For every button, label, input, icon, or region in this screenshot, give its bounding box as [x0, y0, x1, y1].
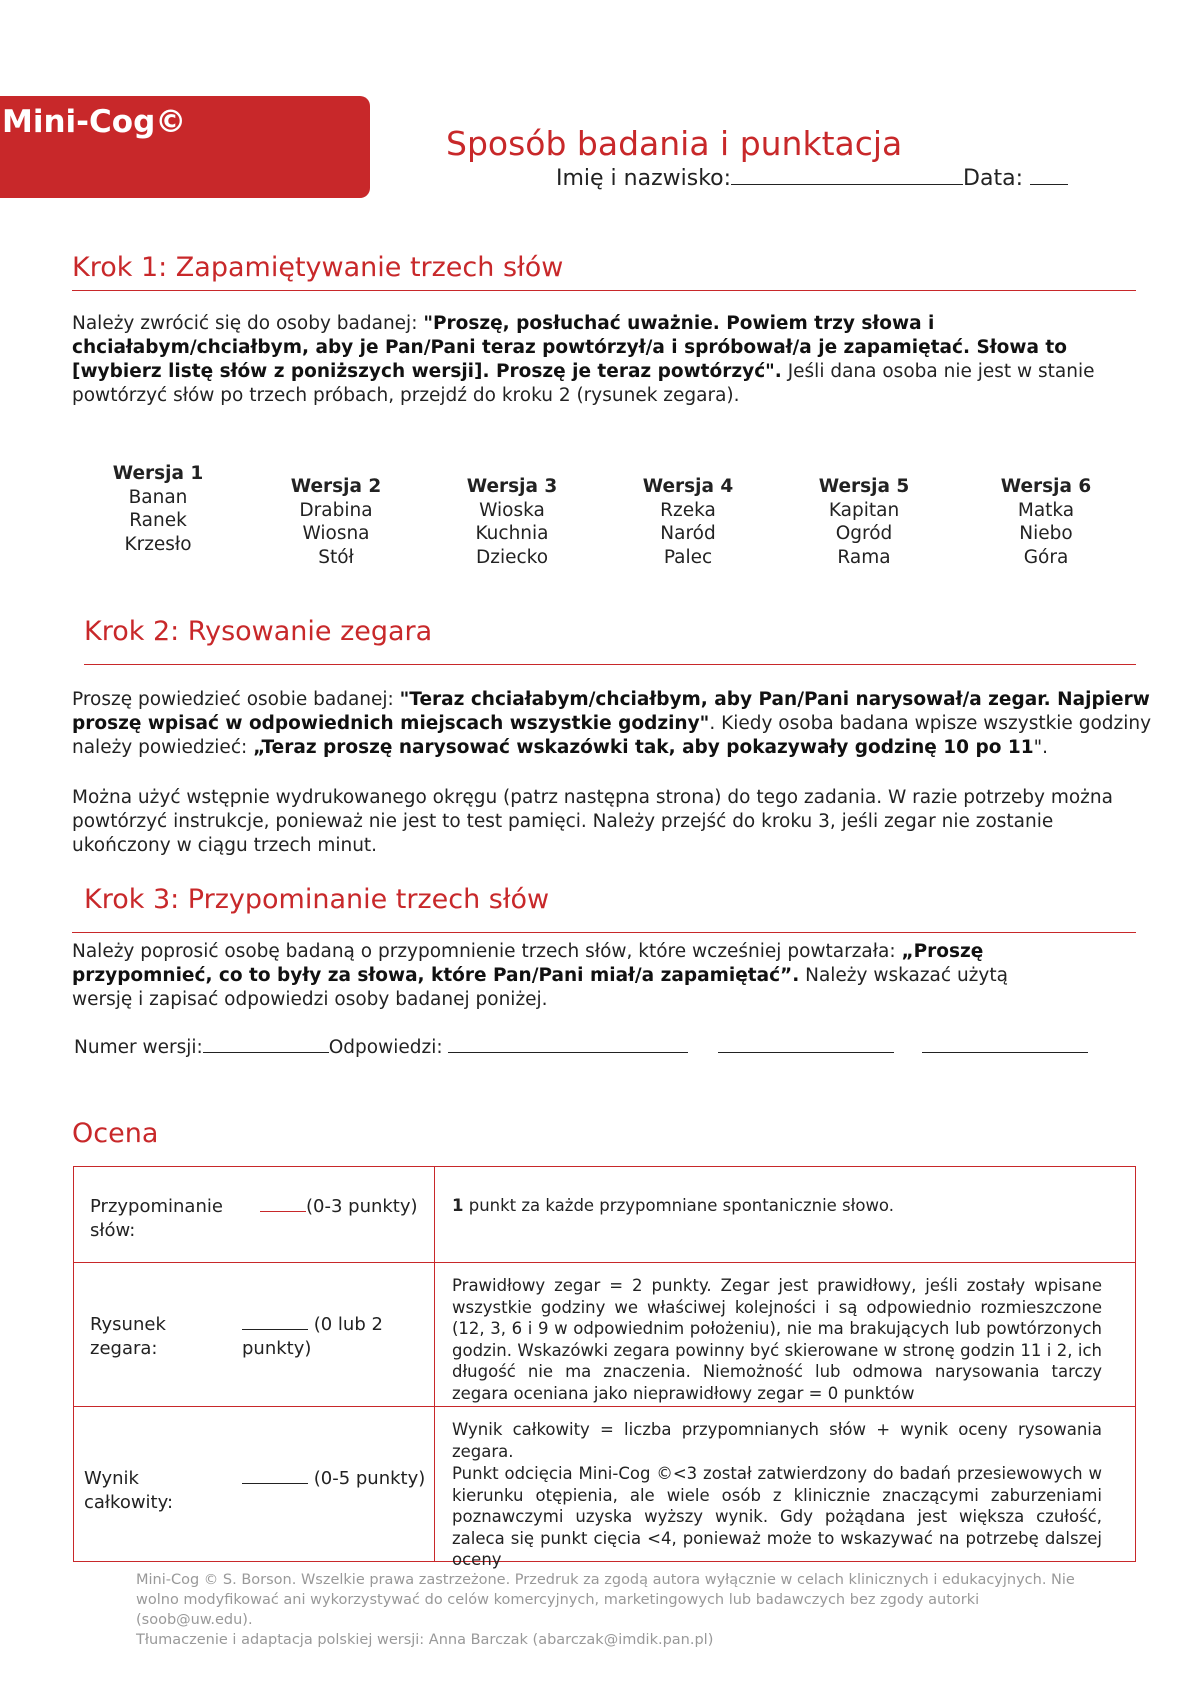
version-4: Wersja 4 Rzeka Naród Palec	[642, 476, 734, 568]
step2-heading: Krok 2: Rysowanie zegara	[84, 616, 433, 647]
clock-desc: Prawidłowy zegar = 2 punkty. Zegar jest prawidłowy, jeśli zostały wpisane wszystkie godziny we właściwej kolejności i są odpowiednio rozmieszczone (12, 3, 6 i 9 w odpowiednim położeniu), nie ma brakujących lub powtórzonych godzin. Wskazówki zegara powinny być skierowane w stronę godzin 11 i 2, ich długość nie ma znaczenia. Niemożność lub odmowa narysowania tarczy zegara oceniana jako nieprawidłowy zegar = 0 punktów	[452, 1276, 1102, 1403]
name-input-line[interactable]	[731, 166, 963, 185]
date-input-line[interactable]	[1030, 166, 1068, 185]
recall-points: (0-3 punkty)	[260, 1195, 418, 1219]
step1-instructions: Należy zwrócić się do osoby badanej: "Proszę, posłuchać uważnie. Powiem trzy słowa i chciałabym/chciałbym, aby je Pan/Pani teraz powtórzył/a i spróbował/a je zapamiętać. Słowa to [wybierz listę słów z poniższych wersji]. Proszę je teraz powtórzyć". Jeśli dana osoba nie jest w stanie powtórzyć słów po trzech próbach, przejdź do kroku 2 (rysunek zegara).	[72, 313, 1095, 406]
recall-label: Przypominanie słów:	[90, 1196, 223, 1241]
recall-desc: 1 punkt za każde przypomniane spontanicznie słowo.	[452, 1196, 894, 1215]
step2-rule	[84, 664, 1136, 665]
step3-instructions: Należy poprosić osobę badaną o przypomnienie trzech słów, które wcześniej powtarzała: „Proszę przypomnieć, co to były za słowa, które Pan/Pani miał/a zapamiętać”. Należy wskazać użytą wersję i zapisać odpowiedzi osoby badanej poniżej.	[72, 941, 1008, 1010]
answers-line	[74, 1036, 1088, 1058]
clock-score-input[interactable]	[242, 1313, 308, 1330]
answer-1-input[interactable]	[448, 1036, 688, 1053]
name-label: Imię i nazwisko:	[556, 166, 732, 191]
total-score-input[interactable]	[242, 1467, 308, 1484]
recall-score-input[interactable]	[260, 1195, 306, 1212]
clock-label: Rysunek zegara:	[90, 1314, 166, 1359]
score-row-total	[74, 1407, 1135, 1569]
version-5: Wersja 5 Kapitan Ogród Rama	[818, 476, 910, 568]
score-row-clock	[74, 1263, 1135, 1407]
total-label: Wynik całkowity:	[84, 1468, 174, 1513]
step2-notes: Można użyć wstępnie wydrukowanego okręgu (patrz następna strona) do tego zadania. W razie potrzeby można powtórzyć instrukcje, ponieważ nie jest to test pamięci. Należy przejść do kroku 3, jeśli zegar nie zostanie ukończony w ciągu trzech minut.	[72, 787, 1113, 856]
logo-text: Mini-Cog©	[2, 104, 187, 140]
total-desc: Wynik całkowity = liczba przypomnianych słów + wynik oceny rysowania zegara.	[452, 1420, 1102, 1461]
step2-instructions: Proszę powiedzieć osobie badanej: "Teraz chciałabym/chciałbym, aby Pan/Pani narysował/a zegar. Najpierw proszę wpisać w odpowiednich miejscach wszystkie godziny". Kiedy osoba badana wpisze wszystkie godziny należy powiedzieć: „Teraz proszę narysować wskazówki tak, aby pokazywały godzinę 10 po 11".	[72, 689, 1152, 758]
total-points: (0-5 punkty)	[242, 1467, 425, 1491]
footer-translation: Tłumaczenie i adaptacja polskiej wersji: Anna Barczak (abarczak@imdik.pan.pl)	[136, 1632, 714, 1648]
version-number-input[interactable]	[203, 1036, 329, 1053]
scoring-heading: Ocena	[72, 1118, 159, 1149]
answer-3-input[interactable]	[922, 1036, 1088, 1053]
version-number-label: Numer wersji:	[74, 1037, 203, 1058]
mini-cog-logo	[0, 96, 370, 198]
clock-points: (0 lub 2 punkty)	[242, 1314, 383, 1359]
step1-rule	[72, 290, 1136, 291]
answers-label: Odpowiedzi:	[328, 1037, 443, 1058]
version-3: Wersja 3 Wioska Kuchnia Dziecko	[466, 476, 558, 568]
answer-2-input[interactable]	[718, 1036, 894, 1053]
step3-rule	[72, 932, 1136, 933]
footer-copyright: Mini-Cog © S. Borson. Wszelkie prawa zastrzeżone. Przedruk za zgodą autora wyłącznie w celach klinicznych i edukacyjnych. Nie wolno modyfikować ani wykorzystywać do celów komercyjnych, marketingowych lub badawczych bez zgody autorki (soob@uw.edu).	[136, 1572, 1075, 1628]
step1-heading: Krok 1: Zapamiętywanie trzech słów	[72, 252, 564, 283]
name-date-field	[556, 166, 1068, 191]
version-2: Wersja 2 Drabina Wiosna Stół	[290, 476, 382, 568]
score-row-recall	[74, 1167, 1135, 1263]
date-label: Data:	[963, 166, 1023, 191]
version-6: Wersja 6 Matka Niebo Góra	[1000, 476, 1092, 568]
scoring-table	[73, 1166, 1136, 1569]
footer	[136, 1570, 1096, 1650]
page-title: Sposób badania i punktacja	[446, 124, 903, 163]
step3-heading: Krok 3: Przypominanie trzech słów	[84, 884, 550, 915]
total-cutoff-desc: Punkt odcięcia Mini-Cog ©<3 został zatwierdzony do badań przesiewowych w kierunku otępienia, ale wiele osób z klinicznie znaczącymi zaburzeniami poznawczymi uzyska wyższy wynik. Gdy pożądana jest większa czułość, zaleca się punkt cięcia <4, ponieważ może to wskazywać na potrzebę dalszej oceny	[452, 1464, 1102, 1569]
version-1: Wersja 1 Banan Ranek Krzesło	[112, 463, 204, 555]
